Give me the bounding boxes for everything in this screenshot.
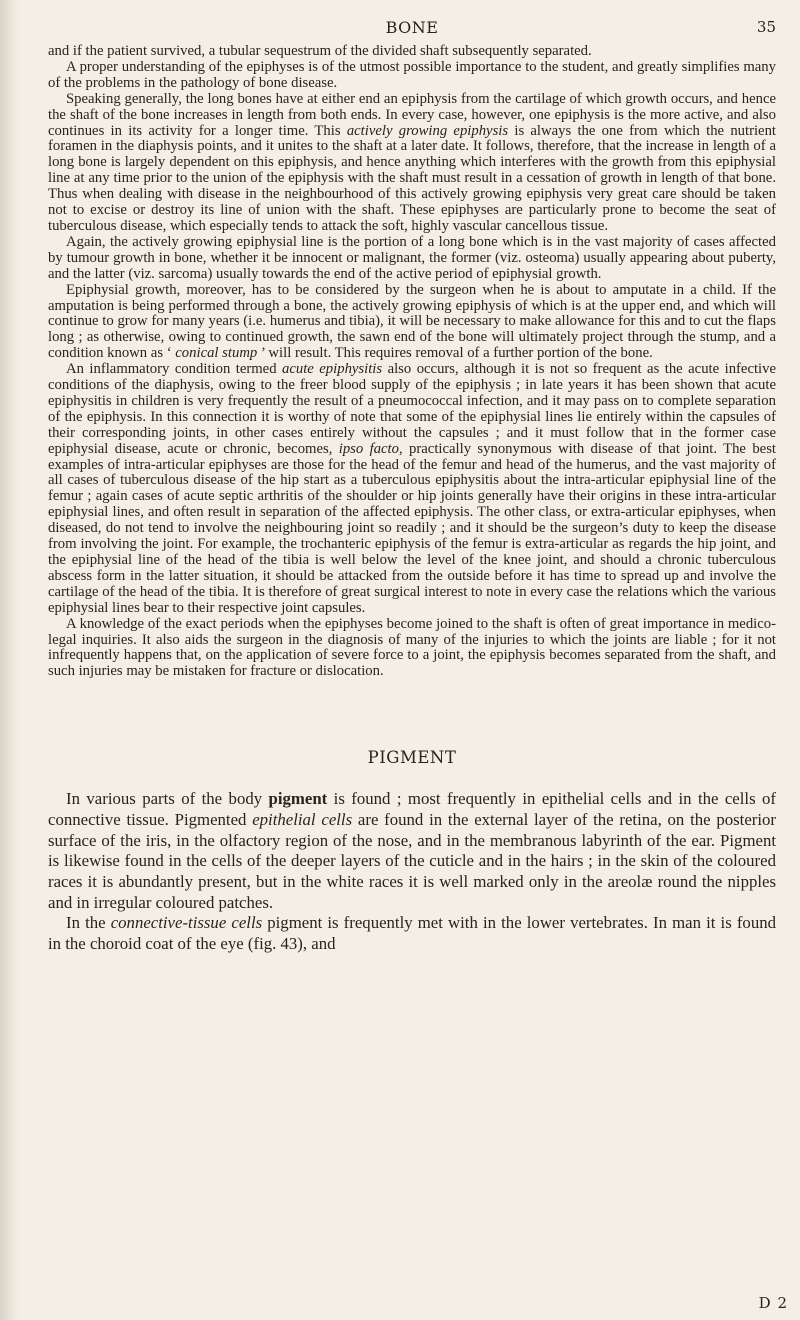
running-head bbox=[48, 0, 776, 44]
section-heading: PIGMENT bbox=[367, 748, 457, 768]
paragraph: In various parts of the body pigment is found ; most frequently in epithelial cells and in the cells of connective tissue. Pigmented epithelial cells are found in the external layer of the retina, on the posterior surface of the iris, in the olfactory region of the nose, and in the membranous labyrinth of the ear. Pigment is likewise found in the cells of the deeper layers of the cuticle and in the hairs ; in the skin of the coloured races it is abundantly present, but in the white races it is well marked only in the areolæ round the nipples and in irregular coloured patches. bbox=[48, 789, 777, 912]
paragraph: An inflammatory condition termed acute epiphysitis also occurs, although it is not so frequent as the acute infective conditions of the diaphysis, owing to the freer blood supply of the epiphysis ; in late years it has been shown that acute epiphysitis in children is very frequently the result of a pneumococcal infection, and it may pass on to complete separation of the epiphysis. In this connection it is worthy of note that some of the epiphysial lines lie entirely within the capsules of their corresponding joints, in other cases entirely without the capsules ; and it must follow that in the former case epiphysial disease, acute or chronic, becomes, ipso facto, practically synonymous with disease of that joint. The best examples of intra-articular epiphyses are those for the head of the femur and head of the humerus, and the vast majority of all cases of tuberculous disease of the hip start as a tuberculous epiphysitis about the intra-articular epiphysial line of the femur ; again cases of acute septic arthritis of the shoulder or hip joints generally have their origins in these intra-articular epiphysial lines, and often result in separation of the affected epiphysis. The other class, or extra-articular epiphyses, when diseased, do not tend to involve the neighbouring joint so readily ; and it should be the surgeon’s duty to keep the disease from involving the joint. For example, the trochanteric epiphysis of the femur is extra-articular as regards the hip joint, and the epiphysial line of the head of the tibia is well below the level of the knee joint, and should a chronic tuberculous abscess form in the latter situation, it should be attacked from the outside before it has time to spread up and involve the cartilage of the head of the tibia. It is therefore of great surgical interest to note in every case the relations which the various epiphysial lines bear to their respective joint capsules. bbox=[48, 361, 776, 616]
paragraph: A proper understanding of the epiphyses is of the utmost possible importance to the student, and greatly simplifies many of the problems in the pathology of bone disease. bbox=[48, 58, 776, 91]
running-title: BONE bbox=[385, 18, 439, 37]
bone-section bbox=[48, 44, 776, 680]
book-page bbox=[48, 0, 776, 955]
emphasis: epithelial cells bbox=[252, 809, 353, 829]
page-number: 35 bbox=[756, 18, 776, 36]
pigment-section bbox=[48, 789, 776, 955]
bold-term: pigment bbox=[268, 789, 328, 809]
paragraph: Again, the actively growing epiphysial line is the portion of a long bone which is in the vast majority of cases affected by tumour growth in bone, whether it be innocent or malignant, the former (viz. osteoma) usually appearing about puberty, and the latter (viz. sarcoma) usually towards the end of the active period of epiphysial growth. bbox=[48, 233, 776, 282]
paragraph: In the connective-tissue cells pigment is frequently met with in the lower vertebrates. In man it is found in the choroid coat of the eye (fig. 43), and bbox=[48, 913, 776, 954]
emphasis: connective-tissue cells bbox=[110, 913, 263, 933]
paragraph: Speaking generally, the long bones have at either end an epiphysis from the cartilage of which growth occurs, and hence the shaft of the bone increases in length from both ends. In every case, however, one epiphysis is the more active, and also continues in its activity for a longer time. This actively growing epiphysis is always the one from which the nutrient foramen in the diaphysis points, and it unites to the shaft at a later date. It follows, therefore, that the increase in length of a long bone is largely dependent on this epiphysis, and hence anything which interferes with the growth from this epiphysial line at any time prior to the union of the epiphysis with the shaft must result in a cessation of growth in length of that bone. Thus when dealing with disease in the neighbourhood of this actively growing epiphysis very great care should be taken not to excise or destroy its line of union with the shaft. These epiphyses are particularly prone to become the seat of tuberculous disease, which especially tends to attack the soft, highly vascular cancellous tissue. bbox=[48, 90, 777, 234]
binding-shadow bbox=[0, 0, 18, 1320]
paragraph: and if the patient survived, a tubular sequestrum of the divided shaft subsequently separated. bbox=[48, 43, 592, 59]
emphasis: actively growing epiphysis bbox=[346, 122, 509, 139]
emphasis: ipso facto bbox=[338, 440, 399, 457]
paragraph: A knowledge of the exact periods when the epiphyses become joined to the shaft is often of great importance in medico-legal inquiries. It also aids the surgeon in the diagnosis of many of the injuries to which the joints are liable ; for it not infrequently happens that, on the application of severe force to a joint, the epiphysis becomes separated from the shaft, and such injuries may be mistaken for fracture or dislocation. bbox=[48, 615, 776, 680]
signature-mark: D 2 bbox=[758, 1294, 788, 1312]
paragraph: Epiphysial growth, moreover, has to be considered by the surgeon when he is about to amputate in a child. If the amputation is being performed through a bone, the actively growing epiphysis of which is at the upper end, and which will continue to grow for many years (i.e. humerus and tibia), it will be necessary to make allowance for this and to cut the flaps long ; as otherwise, owing to continued growth, the sawn end of the bone will ultimately project through the stump, and a condition known as ‘ conical stump ’ will result. This requires removal of a further portion of the bone. bbox=[48, 281, 776, 362]
emphasis: conical stump bbox=[175, 345, 258, 362]
emphasis: acute epiphysitis bbox=[282, 361, 383, 378]
